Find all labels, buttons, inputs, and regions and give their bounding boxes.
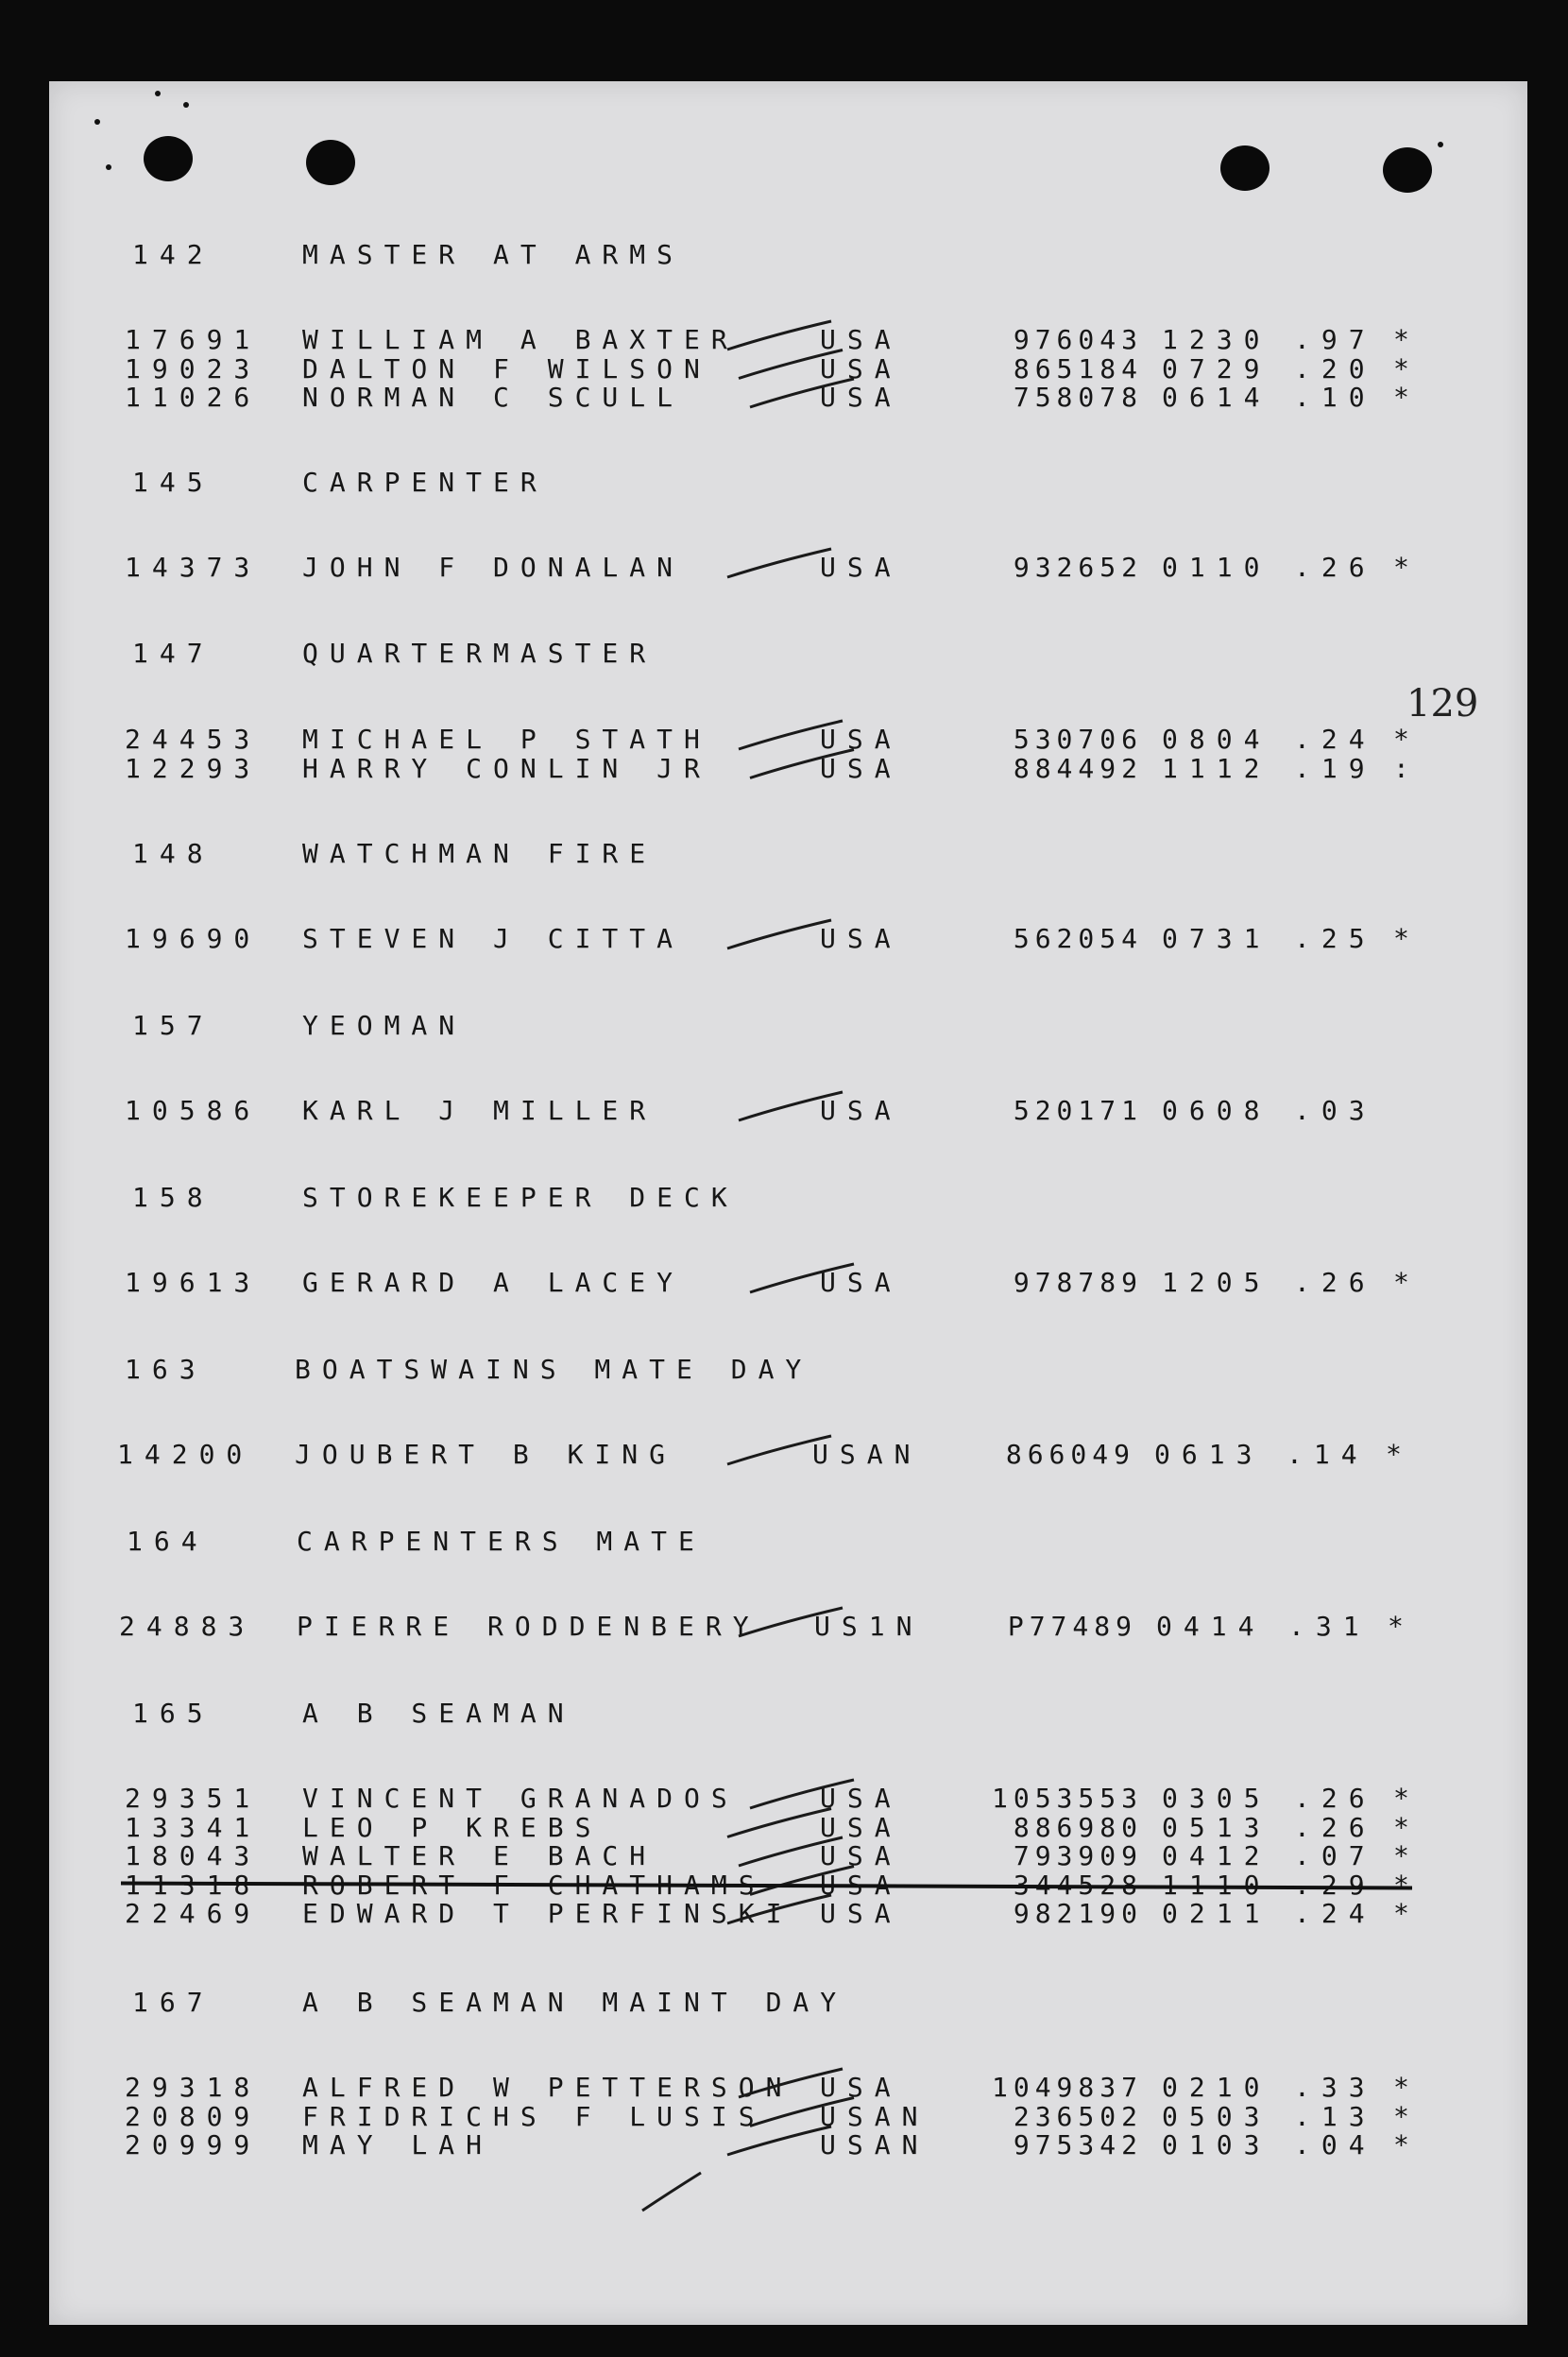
page-number: 129 xyxy=(1406,682,1479,726)
cell-date: 1110 xyxy=(1162,1869,1271,1901)
cell-num: 978789 xyxy=(1013,1267,1143,1298)
cell-id: 14200 xyxy=(117,1439,254,1470)
cell-cit: USA xyxy=(820,1267,902,1298)
cell-name: DALTON F WILSON xyxy=(302,352,711,384)
cell-name: HARRY CONLIN JR xyxy=(302,752,711,784)
cell-name: STEVEN J CITTA xyxy=(302,923,685,954)
speck xyxy=(106,164,111,170)
cell-id: 19613 xyxy=(125,1267,262,1298)
cell-cit: USA xyxy=(820,1811,902,1843)
cell-name: JOHN F DONALAN xyxy=(302,552,685,583)
cell-rate: .33 xyxy=(1294,2072,1376,2103)
cell-rate: .14 xyxy=(1287,1439,1369,1470)
cell-mark: * xyxy=(1393,1267,1421,1298)
cell-id: 11026 xyxy=(125,382,262,413)
section-title: YEOMAN xyxy=(302,1010,467,1041)
cell-rate: .25 xyxy=(1294,923,1376,954)
cell-id: 19023 xyxy=(125,352,262,384)
cell-mark: * xyxy=(1393,1869,1421,1901)
cell-rate: .20 xyxy=(1294,352,1376,384)
section-title: WATCHMAN FIRE xyxy=(302,838,657,869)
cell-cit: USA xyxy=(820,724,902,755)
punch-hole-1 xyxy=(144,136,193,181)
cell-num: 562054 xyxy=(1013,923,1143,954)
cell-name: MICHAEL P STATH xyxy=(302,724,711,755)
cell-num: 932652 xyxy=(1013,552,1143,583)
cell-rate: .10 xyxy=(1294,382,1376,413)
cell-rate: .24 xyxy=(1294,1898,1376,1929)
section-title: CARPENTER xyxy=(302,467,548,498)
cell-mark: * xyxy=(1388,1611,1415,1642)
section-code: 165 xyxy=(132,1698,214,1729)
section-code: 148 xyxy=(132,838,214,869)
cell-cit: USA xyxy=(820,1840,902,1871)
cell-num: 886980 xyxy=(1013,1811,1143,1843)
cell-date: 1230 xyxy=(1162,324,1271,355)
cell-mark: * xyxy=(1393,2129,1421,2161)
section-title: A B SEAMAN MAINT DAY xyxy=(302,1987,848,2018)
cell-date: 0210 xyxy=(1162,2072,1271,2103)
section-title: QUARTERMASTER xyxy=(302,638,657,669)
punch-hole-2 xyxy=(306,140,355,185)
section-code: 142 xyxy=(132,239,214,270)
cell-num: 1049837 xyxy=(991,2072,1143,2103)
cell-rate: .97 xyxy=(1294,324,1376,355)
cell-num: 865184 xyxy=(1013,352,1143,384)
section-title: CARPENTERS MATE xyxy=(297,1526,706,1557)
cell-num: 236502 xyxy=(1013,2100,1143,2132)
section-title: STOREKEEPER DECK xyxy=(302,1182,739,1213)
cell-mark: * xyxy=(1386,1439,1413,1470)
cell-name: KARL J MILLER xyxy=(302,1095,657,1126)
cell-id: 14373 xyxy=(125,552,262,583)
cell-cit: USA xyxy=(820,1869,902,1901)
cell-rate: .04 xyxy=(1294,2129,1376,2161)
speck xyxy=(183,102,189,108)
cell-num: 982190 xyxy=(1013,1898,1143,1929)
cell-date: 0608 xyxy=(1162,1095,1271,1126)
cell-date: 0305 xyxy=(1162,1783,1271,1814)
section-title: MASTER AT ARMS xyxy=(302,239,685,270)
section-code: 158 xyxy=(132,1182,214,1213)
cell-rate: .26 xyxy=(1294,1267,1376,1298)
cell-cit: USA xyxy=(820,1898,902,1929)
cell-name: ALFRED W PETTERSON xyxy=(302,2072,793,2103)
section-code: 157 xyxy=(132,1010,214,1041)
cell-name: VINCENT GRANADOS xyxy=(302,1783,739,1814)
cell-num: 344528 xyxy=(1013,1869,1143,1901)
cell-date: 0503 xyxy=(1162,2100,1271,2132)
cell-cit: USA xyxy=(820,2072,902,2103)
cell-id: 11318 xyxy=(125,1869,262,1901)
cell-date: 1205 xyxy=(1162,1267,1271,1298)
cell-name: NORMAN C SCULL xyxy=(302,382,685,413)
cell-num: 793909 xyxy=(1013,1840,1143,1871)
cell-date: 0729 xyxy=(1162,352,1271,384)
cell-name: LEO P KREBS xyxy=(302,1811,603,1843)
cell-cit: USA xyxy=(820,1095,902,1126)
cell-mark: * xyxy=(1393,1840,1421,1871)
cell-num: P77489 xyxy=(1007,1611,1137,1642)
section-code: 147 xyxy=(132,638,214,669)
cell-num: 976043 xyxy=(1013,324,1143,355)
cell-cit: USAN xyxy=(812,1439,922,1470)
cell-name: JOUBERT B KING xyxy=(295,1439,677,1470)
cell-id: 10586 xyxy=(125,1095,262,1126)
cell-rate: .31 xyxy=(1288,1611,1371,1642)
cell-name: WILLIAM A BAXTER xyxy=(302,324,739,355)
cell-id: 18043 xyxy=(125,1840,262,1871)
cell-date: 0103 xyxy=(1162,2129,1271,2161)
section-title: BOATSWAINS MATE DAY xyxy=(295,1354,813,1385)
cell-num: 520171 xyxy=(1013,1095,1143,1126)
cell-mark: * xyxy=(1393,724,1421,755)
cell-rate: .29 xyxy=(1294,1869,1376,1901)
cell-id: 12293 xyxy=(125,752,262,784)
cell-num: 975342 xyxy=(1013,2129,1143,2161)
cell-mark: * xyxy=(1393,1898,1421,1929)
punch-hole-3 xyxy=(1220,145,1270,191)
cell-mark: * xyxy=(1393,1783,1421,1814)
cell-date: 1112 xyxy=(1162,752,1271,784)
cell-id: 17691 xyxy=(125,324,262,355)
section-code: 167 xyxy=(132,1987,214,2018)
cell-date: 0414 xyxy=(1156,1611,1266,1642)
cell-name: GERARD A LACEY xyxy=(302,1267,685,1298)
cell-id: 24453 xyxy=(125,724,262,755)
cell-rate: .26 xyxy=(1294,1783,1376,1814)
cell-num: 758078 xyxy=(1013,382,1143,413)
cell-rate: .13 xyxy=(1294,2100,1376,2132)
cell-id: 19690 xyxy=(125,923,262,954)
section-title: A B SEAMAN xyxy=(302,1698,575,1729)
cell-date: 0614 xyxy=(1162,382,1271,413)
cell-cit: US1N xyxy=(814,1611,924,1642)
cell-date: 0613 xyxy=(1154,1439,1264,1470)
cell-id: 24883 xyxy=(119,1611,256,1642)
cell-mark: * xyxy=(1393,324,1421,355)
section-code: 145 xyxy=(132,467,214,498)
cell-id: 29351 xyxy=(125,1783,262,1814)
cell-mark: * xyxy=(1393,2072,1421,2103)
cell-rate: .26 xyxy=(1294,552,1376,583)
cell-num: 530706 xyxy=(1013,724,1143,755)
cell-date: 0804 xyxy=(1162,724,1271,755)
cell-cit: USA xyxy=(820,923,902,954)
cell-id: 20809 xyxy=(125,2100,262,2132)
cell-name: PIERRE RODDENBERY xyxy=(297,1611,760,1642)
cell-cit: USA xyxy=(820,752,902,784)
cell-id: 20999 xyxy=(125,2129,262,2161)
cell-rate: .24 xyxy=(1294,724,1376,755)
cell-date: 0211 xyxy=(1162,1898,1271,1929)
cell-name: ROBERT F CHATHAMS xyxy=(302,1869,766,1901)
cell-date: 0513 xyxy=(1162,1811,1271,1843)
cell-num: 884492 xyxy=(1013,752,1143,784)
cell-rate: .07 xyxy=(1294,1840,1376,1871)
cell-id: 13341 xyxy=(125,1811,262,1843)
speck xyxy=(1438,142,1443,147)
cell-mark: * xyxy=(1393,2100,1421,2132)
cell-date: 0110 xyxy=(1162,552,1271,583)
speck xyxy=(155,91,161,96)
cell-id: 22469 xyxy=(125,1898,262,1929)
cell-mark: * xyxy=(1393,1811,1421,1843)
cell-name: EDWARD T PERFINSKI xyxy=(302,1898,793,1929)
cell-mark: * xyxy=(1393,923,1421,954)
cell-cit: USAN xyxy=(820,2100,929,2132)
cell-id: 29318 xyxy=(125,2072,262,2103)
section-code: 164 xyxy=(127,1526,209,1557)
cell-cit: USA xyxy=(820,1783,902,1814)
cell-rate: .26 xyxy=(1294,1811,1376,1843)
cell-date: 0731 xyxy=(1162,923,1271,954)
cell-cit: USA xyxy=(820,382,902,413)
cell-cit: USA xyxy=(820,552,902,583)
cell-mark: * xyxy=(1393,552,1421,583)
cell-num: 1053553 xyxy=(991,1783,1143,1814)
cell-mark: * xyxy=(1393,382,1421,413)
cell-rate: .03 xyxy=(1294,1095,1376,1126)
punch-hole-4 xyxy=(1383,147,1432,193)
cell-cit: USAN xyxy=(820,2129,929,2161)
cell-date: 0412 xyxy=(1162,1840,1271,1871)
cell-cit: USA xyxy=(820,352,902,384)
section-code: 163 xyxy=(125,1354,207,1385)
cell-mark: : xyxy=(1393,752,1421,784)
cell-name: WALTER E BACH xyxy=(302,1840,657,1871)
cell-name: MAY LAH xyxy=(302,2129,494,2161)
cell-cit: USA xyxy=(820,324,902,355)
speck xyxy=(94,119,100,125)
cell-num: 866049 xyxy=(1005,1439,1135,1470)
cell-mark: * xyxy=(1393,352,1421,384)
cell-rate: .19 xyxy=(1294,752,1376,784)
cell-name: FRIDRICHS F LUSIS xyxy=(302,2100,766,2132)
